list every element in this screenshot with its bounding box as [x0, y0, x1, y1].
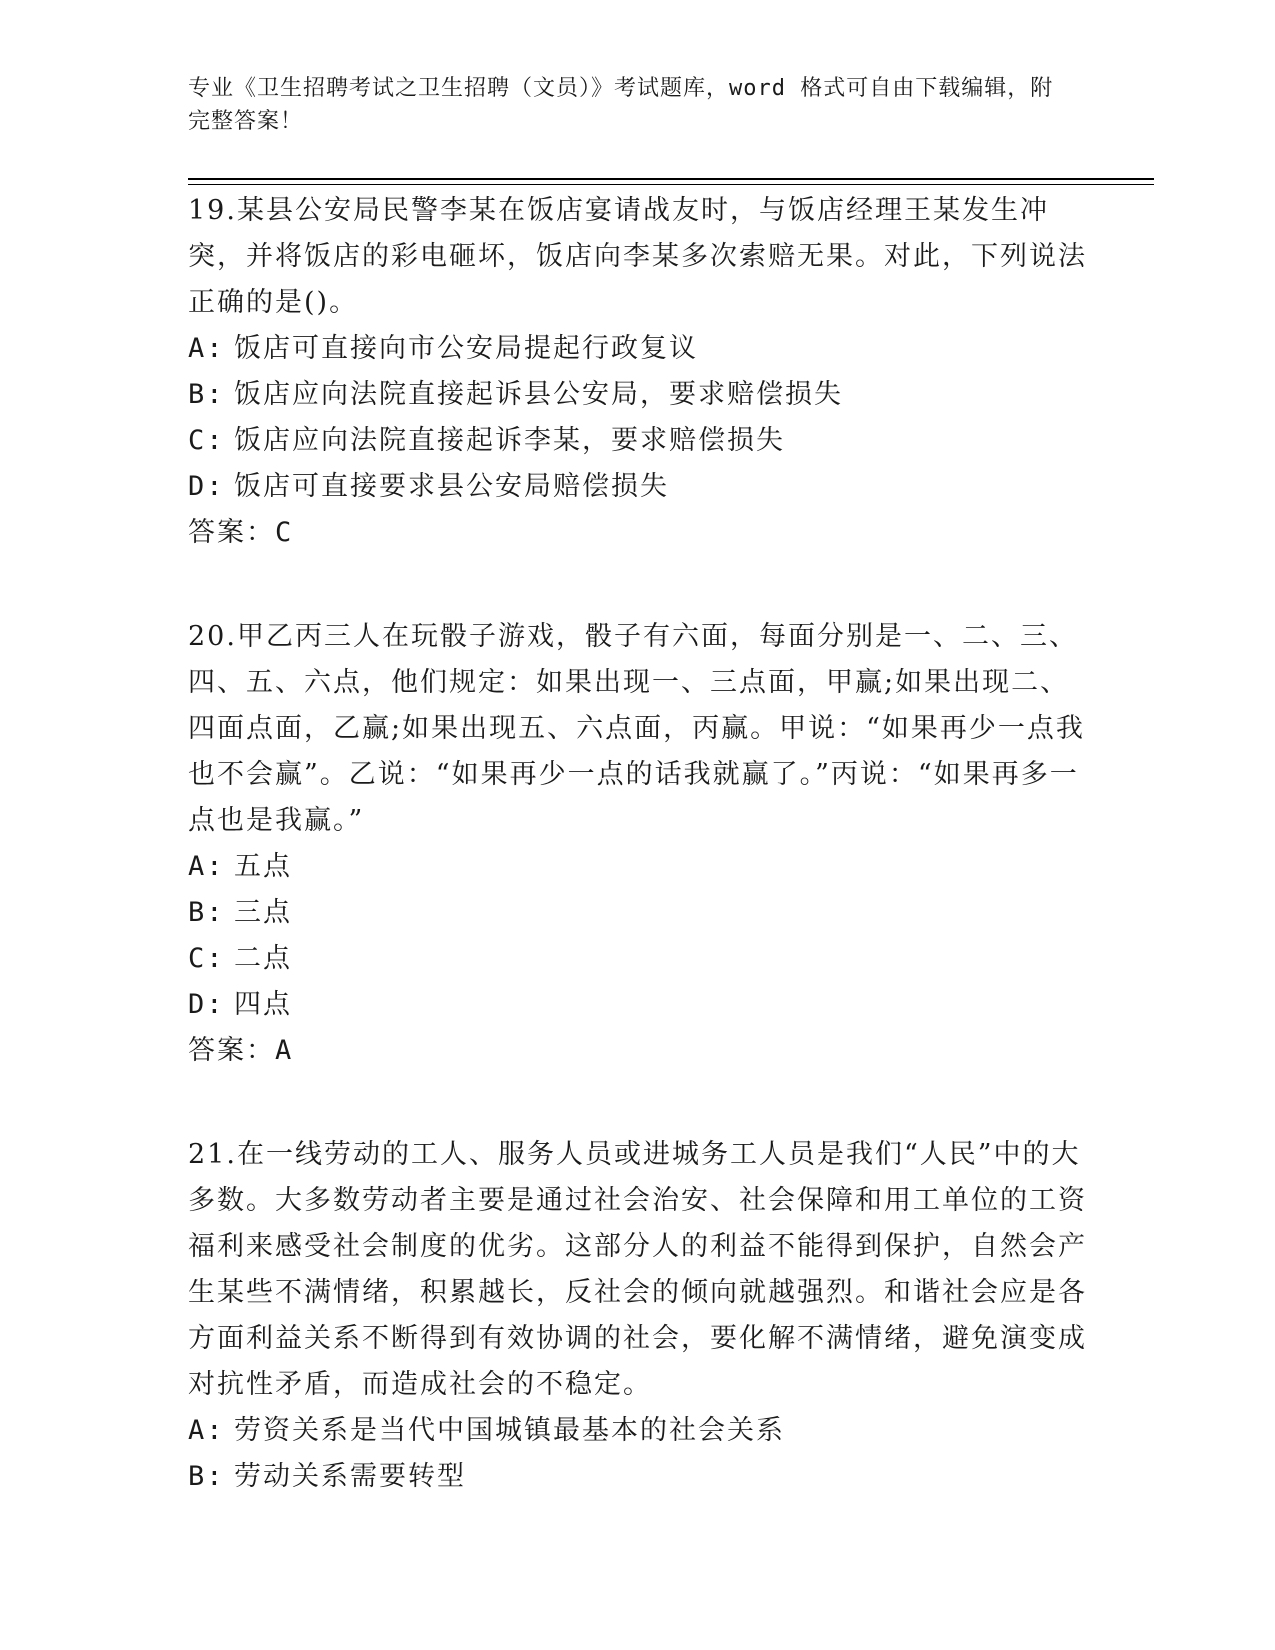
option-letter: D:	[188, 989, 225, 1020]
answer-line	[188, 510, 1088, 556]
option-b	[188, 1454, 1088, 1500]
option-b	[188, 372, 1088, 418]
question-20	[188, 614, 1088, 1074]
option-letter: A:	[188, 851, 225, 882]
option-text: 五点	[234, 851, 292, 882]
option-d	[188, 982, 1088, 1028]
option-letter: D:	[188, 471, 225, 502]
option-letter: A:	[188, 1415, 225, 1446]
option-text: 饭店应向法院直接起诉县公安局，要求赔偿损失	[234, 379, 843, 410]
option-text: 三点	[234, 897, 292, 928]
option-text: 二点	[234, 943, 292, 974]
question-21	[188, 1132, 1088, 1500]
header-rule-thin	[188, 184, 1154, 185]
option-letter: B:	[188, 897, 225, 928]
option-letter: C:	[188, 943, 225, 974]
option-c	[188, 418, 1088, 464]
answer-label: 答案：	[188, 1035, 275, 1066]
option-letter: A:	[188, 333, 225, 364]
option-letter: B:	[188, 1461, 225, 1492]
option-text: 饭店可直接要求县公安局赔偿损失	[234, 471, 669, 502]
option-b	[188, 890, 1088, 936]
option-a	[188, 844, 1088, 890]
option-letter: C:	[188, 425, 225, 456]
question-list	[188, 188, 1088, 1558]
answer-value: A	[275, 1035, 294, 1066]
document-header: 专业《卫生招聘考试之卫生招聘（文员）》考试题库，word 格式可自由下载编辑，附完整答案！	[188, 76, 1054, 134]
option-text: 劳动关系需要转型	[234, 1461, 466, 1492]
option-text: 四点	[234, 989, 292, 1020]
option-c	[188, 936, 1088, 982]
option-text: 饭店应向法院直接起诉李某，要求赔偿损失	[234, 425, 785, 456]
question-19	[188, 188, 1088, 556]
option-a	[188, 1408, 1088, 1454]
answer-value: C	[275, 517, 294, 548]
question-text: 21.在一线劳动的工人、服务人员或进城务工人员是我们“人民”中的大多数。大多数劳动者主要是通过社会治安、社会保障和用工单位的工资福利来感受社会制度的优劣。这部分人的利益不能得到保护，自然会产生某些不满情绪，积累越长，反社会的倾向就越强烈。和谐社会应是各方面利益关系不断得到有效协调的社会，要化解不满情绪，避免演变成对抗性矛盾，而造成社会的不稳定。	[188, 1139, 1087, 1400]
answer-label: 答案：	[188, 517, 275, 548]
question-text: 20.甲乙丙三人在玩骰子游戏，骰子有六面，每面分别是一、二、三、四、五、六点，他们规定：如果出现一、三点面，甲赢;如果出现二、四面点面，乙赢;如果出现五、六点面，丙赢。甲说：“如果再少一点我也不会赢”。乙说：“如果再少一点的话我就赢了。”丙说：“如果再多一点也是我赢。”	[188, 621, 1085, 836]
answer-line	[188, 1028, 1088, 1074]
option-letter: B:	[188, 379, 225, 410]
option-text: 饭店可直接向市公安局提起行政复议	[234, 333, 698, 364]
question-text: 19.某县公安局民警李某在饭店宴请战友时，与饭店经理王某发生冲突，并将饭店的彩电砸坏，饭店向李某多次索赔无果。对此，下列说法正确的是()。	[188, 195, 1087, 318]
header-rule-thick	[188, 178, 1154, 180]
option-a	[188, 326, 1088, 372]
option-text: 劳资关系是当代中国城镇最基本的社会关系	[234, 1415, 785, 1446]
option-d	[188, 464, 1088, 510]
